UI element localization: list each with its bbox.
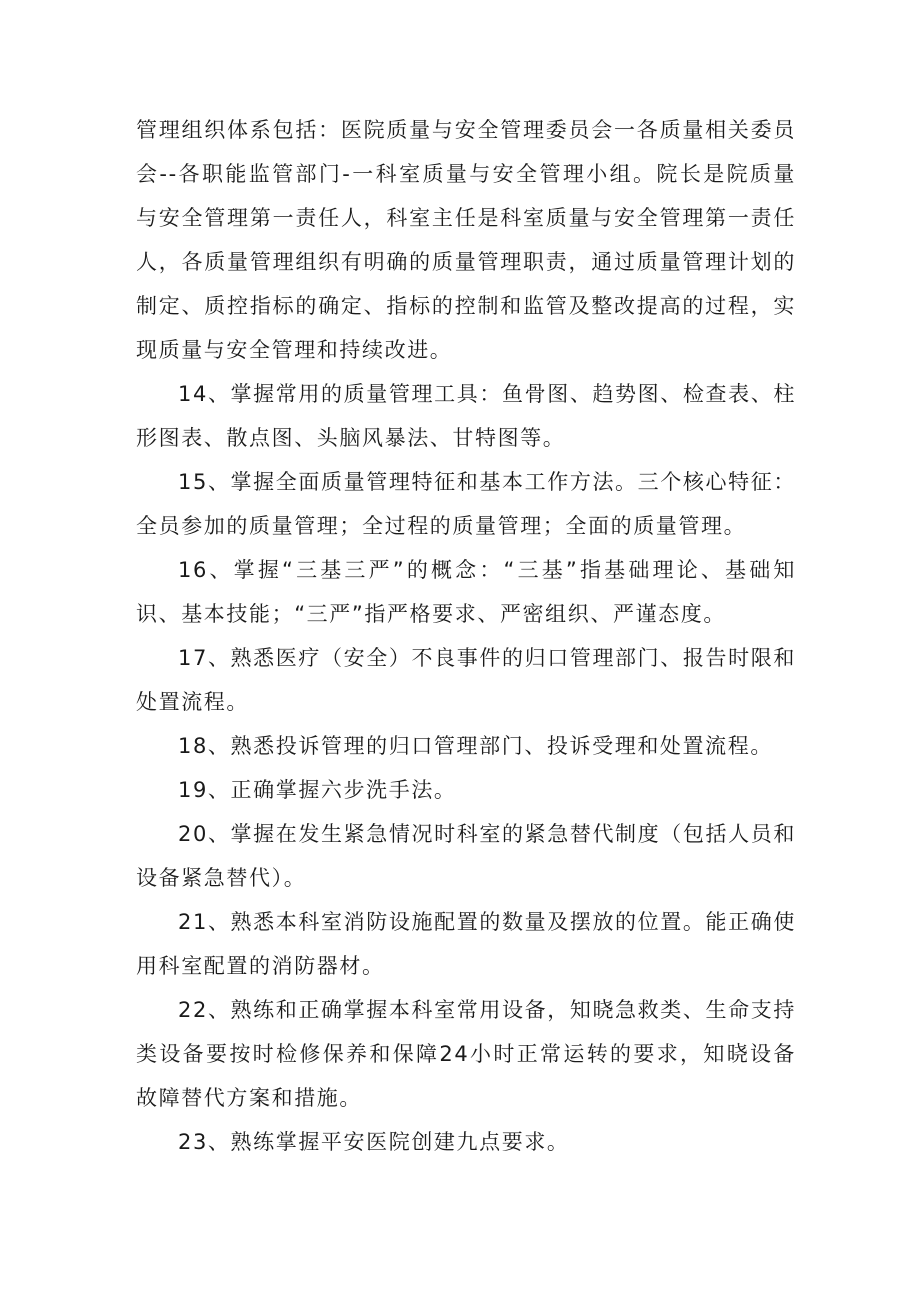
paragraph-item-17: 17、熟悉医疗（安全）不良事件的归口管理部门、报告时限和处置流程。	[136, 646, 796, 714]
paragraph-item-15: 15、掌握全面质量管理特征和基本工作方法。三个核心特征：全员参加的质量管理；全过程的质量管理；全面的质量管理。	[136, 470, 796, 538]
paragraph-item-19: 19、正确掌握六步洗手法。	[178, 778, 457, 802]
document-body	[136, 108, 796, 1164]
paragraph-item-22: 22、熟练和正确掌握本科室常用设备，知晓急救类、生命支持类设备要按时检修保养和保障24小时正常运转的要求，知晓设备故障替代方案和措施。	[136, 998, 796, 1110]
paragraph-item-23: 23、熟练掌握平安医院创建九点要求。	[178, 1130, 570, 1154]
paragraph-item-21: 21、熟悉本科室消防设施配置的数量及摆放的位置。能正确使用科室配置的消防器材。	[136, 910, 796, 978]
paragraph-item-20: 20、掌握在发生紧急情况时科室的紧急替代制度（包括人员和设备紧急替代）。	[136, 822, 796, 890]
paragraph-item-18: 18、熟悉投诉管理的归口管理部门、投诉受理和处置流程。	[178, 734, 773, 758]
paragraph-item-16: 16、掌握“三基三严”的概念：“三基”指基础理论、基础知识、基本技能；“三严”指严格要求、严密组织、严谨态度。	[136, 558, 796, 626]
paragraph-item-14: 14、掌握常用的质量管理工具：鱼骨图、趋势图、检查表、柱形图表、散点图、头脑风暴法、甘特图等。	[136, 382, 796, 450]
paragraph-management-system: 管理组织体系包括：医院质量与安全管理委员会一各质量相关委员会--各职能监管部门-一科室质量与安全管理小组。院长是院质量与安全管理第一责任人，科室主任是科室质量与安全管理第一责任人，各质量管理组织有明确的质量管理职责，通过质量管理计划的制定、质控指标的确定、指标的控制和监管及整改提高的过程，实现质量与安全管理和持续改进。	[136, 118, 796, 362]
